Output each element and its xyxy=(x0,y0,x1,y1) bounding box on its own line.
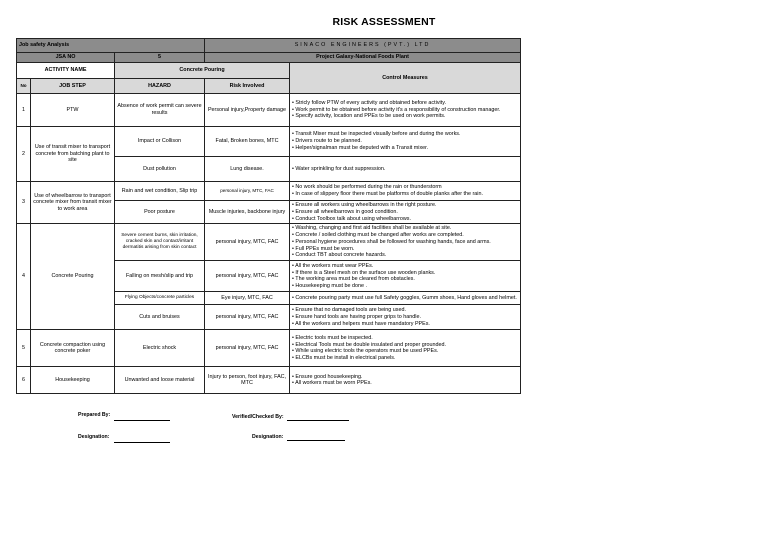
control-item: • Helper/signalman must be deputed with a Transit mixer. xyxy=(292,144,429,151)
control-measures xyxy=(290,292,521,305)
table-row xyxy=(17,127,521,157)
job-step: Concrete Pouring xyxy=(31,224,115,330)
hazard: Absence of work permit can severe results xyxy=(115,94,205,127)
control-item: • Specify activity, location and PPEs to be used on work permits. xyxy=(292,113,446,120)
control-item: • Electric tools must be inspected. xyxy=(292,334,373,341)
row-number: 4 xyxy=(17,224,31,330)
control-measures xyxy=(290,157,521,182)
control-measures xyxy=(290,261,521,292)
control-item: • All the workers must wear PPEs. xyxy=(292,262,374,269)
activity-name-value: Concrete Pouring xyxy=(115,63,290,79)
control-item: • Full PPEs must be worn. xyxy=(292,245,355,252)
control-measures xyxy=(290,127,521,157)
control-item: • Water sprinkling for dust suppression. xyxy=(292,165,386,172)
document-title: RISK ASSESSMENT xyxy=(332,16,436,28)
job-step: Housekeeping xyxy=(31,367,115,394)
hazard: Severe cement burns, skin irritation, cracked skin and contact/irritant dermatitis arising from skin contact xyxy=(115,224,205,261)
control-item: • Ensure all workers using wheelbarrows in the right posture. xyxy=(292,202,437,208)
table-row xyxy=(17,224,521,261)
row-number: 6 xyxy=(17,367,31,394)
risk: Injury to person, foot injury, FAC, MTC xyxy=(205,367,290,394)
control-item: • All workers must be worn PPEs. xyxy=(292,380,372,387)
designation-left-line[interactable] xyxy=(114,442,170,443)
control-item: • No work should be performed during the rain or thunderstorm xyxy=(292,184,442,191)
control-item: • In case of slippery floor there must be platforms of double planks after the rain. xyxy=(292,191,483,197)
table-row xyxy=(17,94,521,127)
activity-name-label: ACTIVITY NAME xyxy=(17,63,115,79)
control-measures xyxy=(290,330,521,367)
company-name: SINACO ENGINEERS (PVT.) LTD xyxy=(205,39,521,53)
project-name: Project Galaxy-National Foods Plant xyxy=(205,53,521,63)
risk: Personal injury,Property damage xyxy=(205,94,290,127)
row-number: 1 xyxy=(17,94,31,127)
hazard: Poor posture xyxy=(115,201,205,224)
risk: personal injury, MTC, FAC xyxy=(205,330,290,367)
control-item: • If there is a Steel mesh on the surface use wooden planks. xyxy=(292,269,436,276)
row-number: 3 xyxy=(17,182,31,224)
control-item: • Drivers route to be planned. xyxy=(292,138,362,145)
risk: Muscle injuries, backbone injury xyxy=(205,201,290,224)
risk-header: Risk Involved xyxy=(205,79,290,94)
jsa-no-value: 5 xyxy=(115,53,205,63)
control-item: • Washing, changing and first aid facilities shall be available at site. xyxy=(292,225,452,232)
hazard: Dust pollution xyxy=(115,157,205,182)
job-step: Use of wheelbarrow to transport concrete mixer from transit mixer to work area xyxy=(31,182,115,224)
control-item: • Personal hygiene procedures shall be followed for washing hands, face and arms. xyxy=(292,238,491,245)
job-step: PTW xyxy=(31,94,115,127)
control-item: • Concrete / soiled clothing must be changed after works are completed. xyxy=(292,232,464,239)
control-measures-header: Control Measures xyxy=(290,63,521,94)
prepared-by-line[interactable] xyxy=(114,420,170,421)
control-item: • Concrete pouring party must use full Safety goggles, Gumm shoes, Hand gloves and helmet. xyxy=(292,294,517,301)
designation-right-line[interactable] xyxy=(287,440,345,441)
control-item: • Transit Mixer must be inspected visually before and during the works. xyxy=(292,131,461,138)
control-item: • Ensure all wheelbarrows in good condition. xyxy=(292,208,398,215)
control-measures xyxy=(290,367,521,394)
control-item: • Ensure good housekeeping. xyxy=(292,373,363,380)
verified-by-label: Verified/Checked By: xyxy=(232,414,284,420)
table-row xyxy=(17,182,521,201)
jsa-no-label: JSA NO xyxy=(17,53,115,63)
control-item: • Ensure hand tools are having proper grips to handle. xyxy=(292,313,421,320)
hazard: Flying Objects/concrete particles xyxy=(115,292,205,305)
risk: personal injury, MTC, FAC xyxy=(205,182,290,201)
control-item: • The working area must be cleared from obstacles. xyxy=(292,276,415,283)
risk: personal injury, MTC, FAC xyxy=(205,305,290,330)
control-item: • ELCBs must be install in electrical panels. xyxy=(292,355,396,361)
designation-right-label: Designation: xyxy=(252,434,284,440)
risk: personal injury, MTC, FAC xyxy=(205,261,290,292)
control-item: • Work permit to be obtained before activity it's a responsibility of construction manager. xyxy=(292,106,501,113)
control-measures xyxy=(290,305,521,330)
no-header: No xyxy=(17,79,31,94)
prepared-by-label: Prepared By: xyxy=(78,412,111,418)
row-number: 2 xyxy=(17,127,31,182)
control-item: • While using electric tools the operators must be used PPEs. xyxy=(292,348,439,355)
control-item: • Housekeeping must be done . xyxy=(292,283,368,289)
hazard: Impact or Collison xyxy=(115,127,205,157)
designation-left-label: Designation: xyxy=(78,434,110,440)
control-measures xyxy=(290,224,521,261)
control-measures xyxy=(290,201,521,224)
control-item: • Stricly follow PTW of every activity and obtained before activity. xyxy=(292,99,446,106)
row-number: 5 xyxy=(17,330,31,367)
hazard-header: HAZARD xyxy=(115,79,205,94)
control-measures xyxy=(290,182,521,201)
control-measures xyxy=(290,94,521,127)
hazard: Rain and wet condition, Slip trip xyxy=(115,182,205,201)
job-step: Concrete compaction using concrete poker xyxy=(31,330,115,367)
control-item: • Conduct Toolbox talk about using wheelbarrows. xyxy=(292,215,411,222)
hazard: Unwanted and loose material xyxy=(115,367,205,394)
hazard: Falling on mesh/slip and trip xyxy=(115,261,205,292)
table-row xyxy=(17,330,521,367)
risk: Lung disease. xyxy=(205,157,290,182)
jsa-label: Job safety Analysis xyxy=(17,39,205,53)
table-row xyxy=(17,367,521,394)
control-item: • All the workers and helpers must have mandatory PPEs. xyxy=(292,320,430,327)
hazard: Cuts and bruises xyxy=(115,305,205,330)
risk: Fatal, Broken bones, MTC xyxy=(205,127,290,157)
job-step: Use of transit mixer to transport concrete from batching plant to site xyxy=(31,127,115,182)
job-step-header: JOB STEP xyxy=(31,79,115,94)
risk: Eye injury, MTC, FAC xyxy=(205,292,290,305)
control-item: • Ensure that no damaged tools are being used. xyxy=(292,307,406,314)
control-item: • Conduct TBT about concrete hazards. xyxy=(292,252,387,259)
verified-by-line[interactable] xyxy=(287,420,349,421)
control-item: • Electrical Tools must be double insulated and proper grounded. xyxy=(292,341,447,348)
hazard: Electric shock xyxy=(115,330,205,367)
risk-assessment-table xyxy=(16,38,521,394)
risk: personal injury, MTC, FAC xyxy=(205,224,290,261)
